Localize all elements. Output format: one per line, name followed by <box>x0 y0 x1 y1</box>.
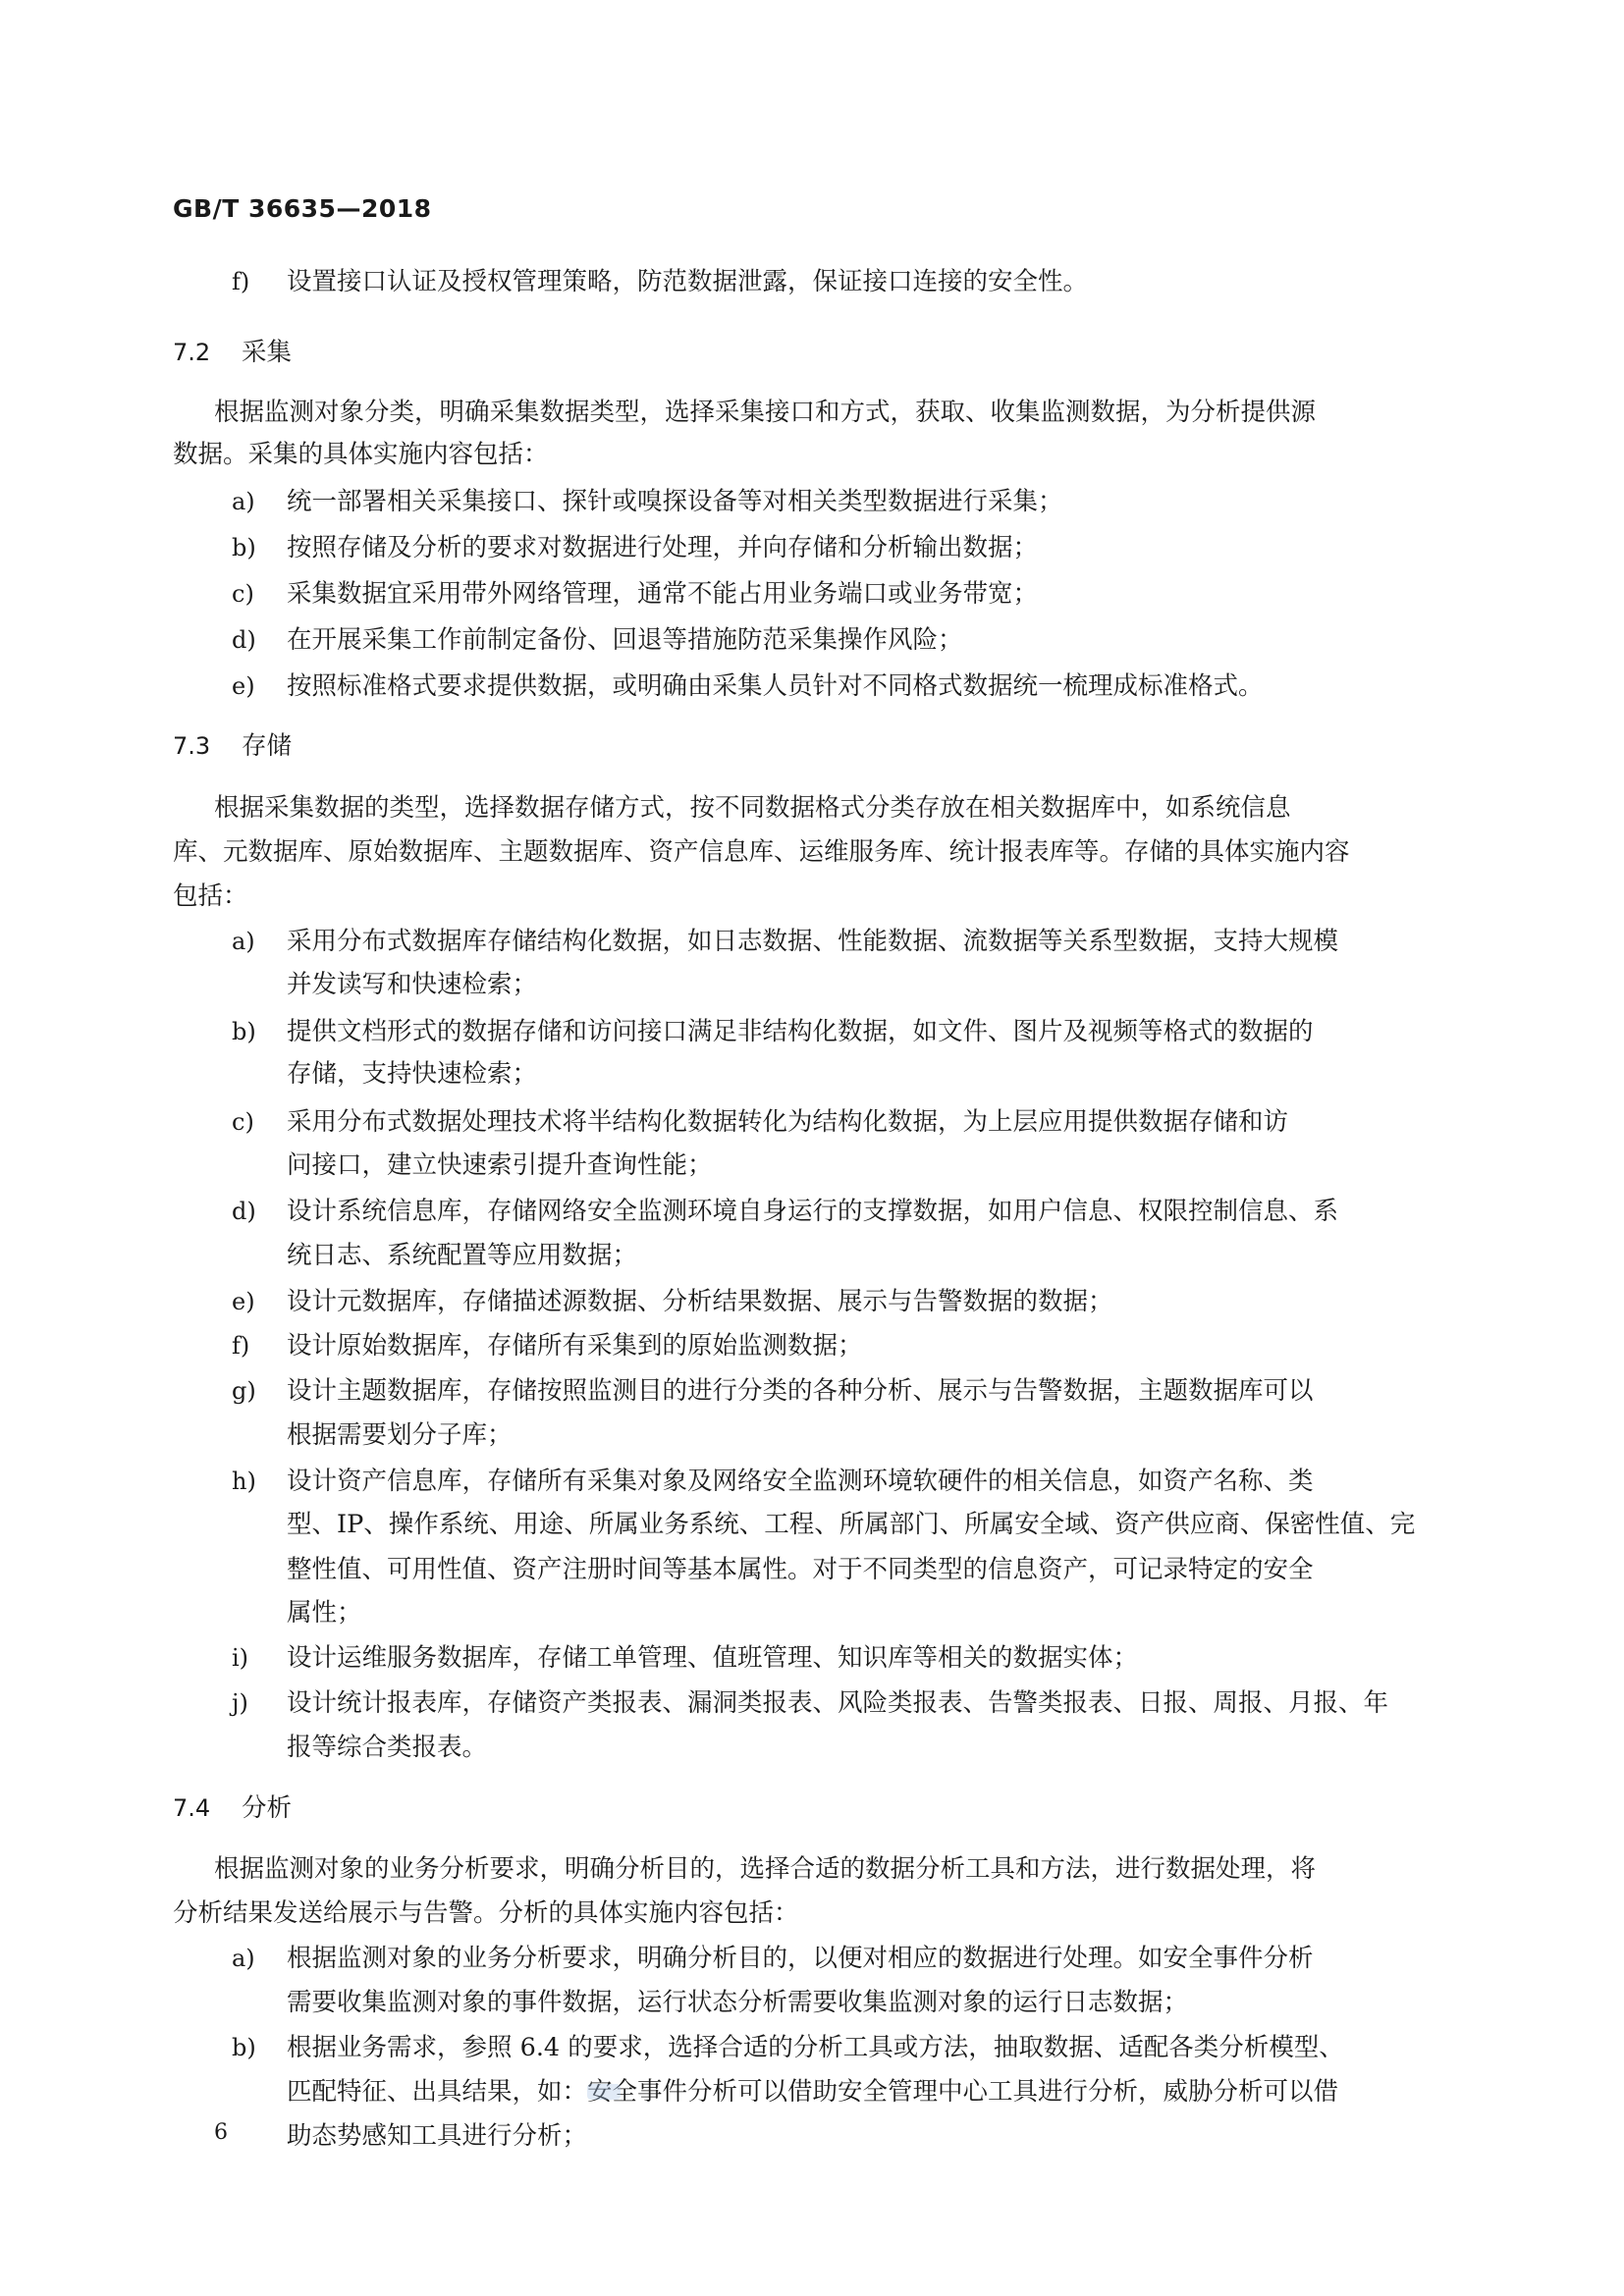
list-marker: c) <box>232 580 254 608</box>
list-marker: a) <box>232 928 255 955</box>
list-item-text: 并发读写和快速检索； <box>287 970 538 999</box>
list-marker: i) <box>232 1644 249 1672</box>
list-item-text: 需要收集监测对象的事件数据，运行状态分析需要收集监测对象的运行日志数据； <box>287 1988 1189 2017</box>
list-item-text: 存储，支持快速检索； <box>287 1059 538 1089</box>
list-item-text: 采集数据宜采用带外网络管理，通常不能占用业务端口或业务带宽； <box>287 579 1039 609</box>
standard-number: GB/T 36635—2018 <box>173 194 432 223</box>
list-item-text: 设计系统信息库，存储网络安全监测环境自身运行的支撑数据，如用户信息、权限控制信息、系 <box>287 1197 1339 1226</box>
list-item-text: 设计资产信息库，存储所有采集对象及网络安全监测环境软硬件的相关信息，如资产名称、类 <box>287 1467 1314 1496</box>
list-item-text: 统日志、系统配置等应用数据； <box>287 1241 638 1270</box>
paragraph-line: 根据监测对象分类，明确采集数据类型，选择采集接口和方式，获取、收集监测数据，为分析提供源 <box>214 398 1317 427</box>
list-item-text: 提供文档形式的数据存储和访问接口满足非结构化数据，如文件、图片及视频等格式的数据的 <box>287 1017 1314 1046</box>
section-number: 7.4 <box>173 1794 211 1822</box>
list-item-text: 设计元数据库，存储描述源数据、分析结果数据、展示与告警数据的数据； <box>287 1287 1113 1316</box>
list-marker: f) <box>232 1332 250 1360</box>
list-marker: a) <box>232 1945 255 1972</box>
paragraph-line: 库、元数据库、原始数据库、主题数据库、资产信息库、运维服务库、统计报表库等。存储的具体实施内容 <box>173 837 1350 867</box>
list-item-text: 根据监测对象的业务分析要求，明确分析目的，以便对相应的数据进行处理。如安全事件分析 <box>287 1944 1314 1973</box>
list-item-text: 设计统计报表库，存储资产类报表、漏洞类报表、风险类报表、告警类报表、日报、周报、月报、年 <box>287 1688 1389 1718</box>
list-marker: g) <box>232 1377 256 1405</box>
paragraph-line: 根据监测对象的业务分析要求，明确分析目的，选择合适的数据分析工具和方法，进行数据处理，将 <box>214 1854 1317 1884</box>
list-marker: e) <box>232 1288 255 1315</box>
page-number: 6 <box>214 2120 228 2145</box>
section-number: 7.2 <box>173 339 211 366</box>
list-item-text: 属性； <box>287 1598 362 1628</box>
list-item-text: 设计原始数据库，存储所有采集到的原始监测数据； <box>287 1331 863 1361</box>
list-item-text: 根据业务需求，参照 6.4 的要求，选择合适的分析工具或方法，抽取数据、适配各类分析模型、 <box>287 2033 1344 2062</box>
list-item-text: 采用分布式数据库存储结构化数据，如日志数据、性能数据、流数据等关系型数据，支持大规模 <box>287 927 1339 956</box>
section-title: 存储 <box>242 731 293 761</box>
section-title: 采集 <box>242 338 293 367</box>
list-marker: a) <box>232 488 255 515</box>
list-item-text: 根据需要划分子库； <box>287 1420 513 1450</box>
paragraph-line: 根据采集数据的类型，选择数据存储方式，按不同数据格式分类存放在相关数据库中，如系统信息 <box>214 793 1291 823</box>
list-marker: d) <box>232 626 256 654</box>
list-item-text: 报等综合类报表。 <box>287 1733 488 1762</box>
list-marker: b) <box>232 534 256 561</box>
list-item-text: 助态势感知工具进行分析； <box>287 2121 588 2151</box>
list-item-text: 设计主题数据库，存储按照监测目的进行分类的各种分析、展示与告警数据，主题数据库可以 <box>287 1376 1314 1406</box>
list-marker: b) <box>232 1018 256 1045</box>
list-item-text: 问接口，建立快速索引提升查询性能； <box>287 1150 713 1180</box>
list-marker: f) <box>232 268 250 295</box>
section-number: 7.3 <box>173 732 211 760</box>
list-item-text: 整性值、可用性值、资产注册时间等基本属性。对于不同类型的信息资产，可记录特定的安全 <box>287 1555 1314 1584</box>
list-item-text: 按照标准格式要求提供数据，或明确由采集人员针对不同格式数据统一梳理成标准格式。 <box>287 671 1264 701</box>
scan-mark <box>587 2084 621 2100</box>
list-marker: h) <box>232 1468 256 1495</box>
paragraph-line: 包括： <box>173 881 248 911</box>
list-item-text: 在开展采集工作前制定备份、回退等措施防范采集操作风险； <box>287 625 963 655</box>
paragraph-line: 分析结果发送给展示与告警。分析的具体实施内容包括： <box>173 1898 799 1928</box>
list-marker: c) <box>232 1108 254 1136</box>
list-item-text: 设置接口认证及授权管理策略，防范数据泄露，保证接口连接的安全性。 <box>287 267 1089 296</box>
list-marker: e) <box>232 672 255 700</box>
list-marker: j) <box>232 1689 248 1717</box>
list-item-text: 按照存储及分析的要求对数据进行处理，并向存储和分析输出数据； <box>287 533 1039 562</box>
list-item-text: 统一部署相关采集接口、探针或嗅探设备等对相关类型数据进行采集； <box>287 487 1063 516</box>
section-title: 分析 <box>242 1793 293 1823</box>
list-marker: b) <box>232 2034 256 2061</box>
list-item-text: 匹配特征、出具结果，如：安全事件分析可以借助安全管理中心工具进行分析，威胁分析可以借 <box>287 2077 1339 2107</box>
list-marker: d) <box>232 1198 256 1225</box>
list-item-text: 型、IP、操作系统、用途、所属业务系统、工程、所属部门、所属安全域、资产供应商、保密性值、完 <box>287 1510 1416 1539</box>
list-item-text: 设计运维服务数据库，存储工单管理、值班管理、知识库等相关的数据实体； <box>287 1643 1139 1673</box>
paragraph-line: 数据。采集的具体实施内容包括： <box>173 440 549 469</box>
list-item-text: 采用分布式数据处理技术将半结构化数据转化为结构化数据，为上层应用提供数据存储和访 <box>287 1107 1289 1137</box>
